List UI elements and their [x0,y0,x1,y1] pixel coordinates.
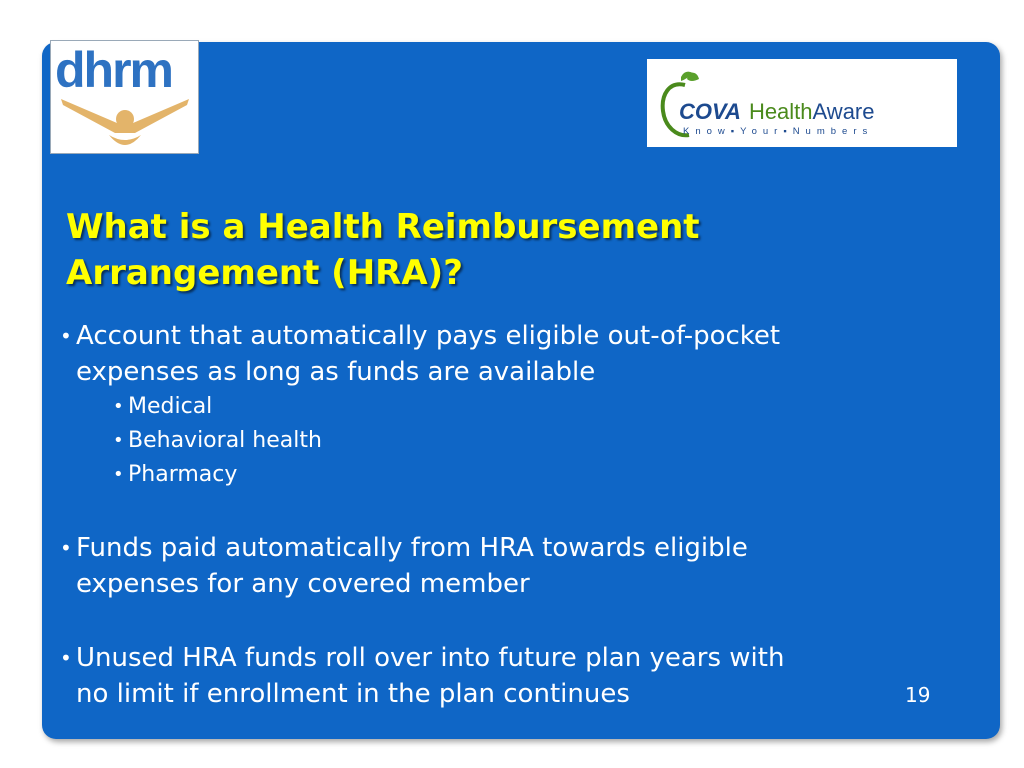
dhrm-logo-text: dhrm [55,42,172,98]
cova-logo-tagline: Know▪Your▪Numbers [683,126,874,137]
page-number: 19 [905,683,931,707]
sub-bullet-text: Medical [128,394,213,419]
bullet-text-line: Funds paid automatically from HRA towards eligible [76,533,748,563]
bullet-text-line: no limit if enrollment in the plan continues [76,679,630,709]
cova-healthaware-logo [647,59,957,147]
bullet-text-line: Unused HRA funds roll over into future plan years with [76,643,785,673]
sub-bullet-item [60,390,950,424]
bullet-spacer [60,492,950,530]
bullet-spacer [60,602,950,640]
sub-bullet-text: Pharmacy [128,462,238,487]
cova-logo-word-aware: Aware [812,99,875,124]
bullet-list [60,318,950,712]
slide-title [66,204,846,296]
cova-logo-name [679,99,875,125]
bullet-marker: • [113,396,124,417]
bullet-text-line: expenses for any covered member [76,569,530,599]
bullet-marker: • [60,324,72,348]
bullet-item [60,318,950,390]
bullet-marker: • [60,646,72,670]
dhrm-logo [50,40,199,154]
sub-bullet-item [60,458,950,492]
dhrm-person-icon [59,93,191,149]
bullet-text-line: expenses as long as funds are available [76,357,596,387]
sub-bullet-item [60,424,950,458]
slide-title-line-2: Arrangement (HRA)? [66,253,463,293]
sub-bullet-text: Behavioral health [128,428,322,453]
bullet-item [60,530,950,602]
bullet-marker: • [113,430,124,451]
bullet-item [60,640,950,712]
bullet-marker: • [60,536,72,560]
bullet-marker: • [113,464,124,485]
cova-logo-word-health: Health [748,99,813,124]
cova-logo-word-cova: COVA [679,99,741,124]
slide-title-line-1: What is a Health Reimbursement [66,207,700,247]
bullet-text-line: Account that automatically pays eligible out-of-pocket [76,321,781,351]
